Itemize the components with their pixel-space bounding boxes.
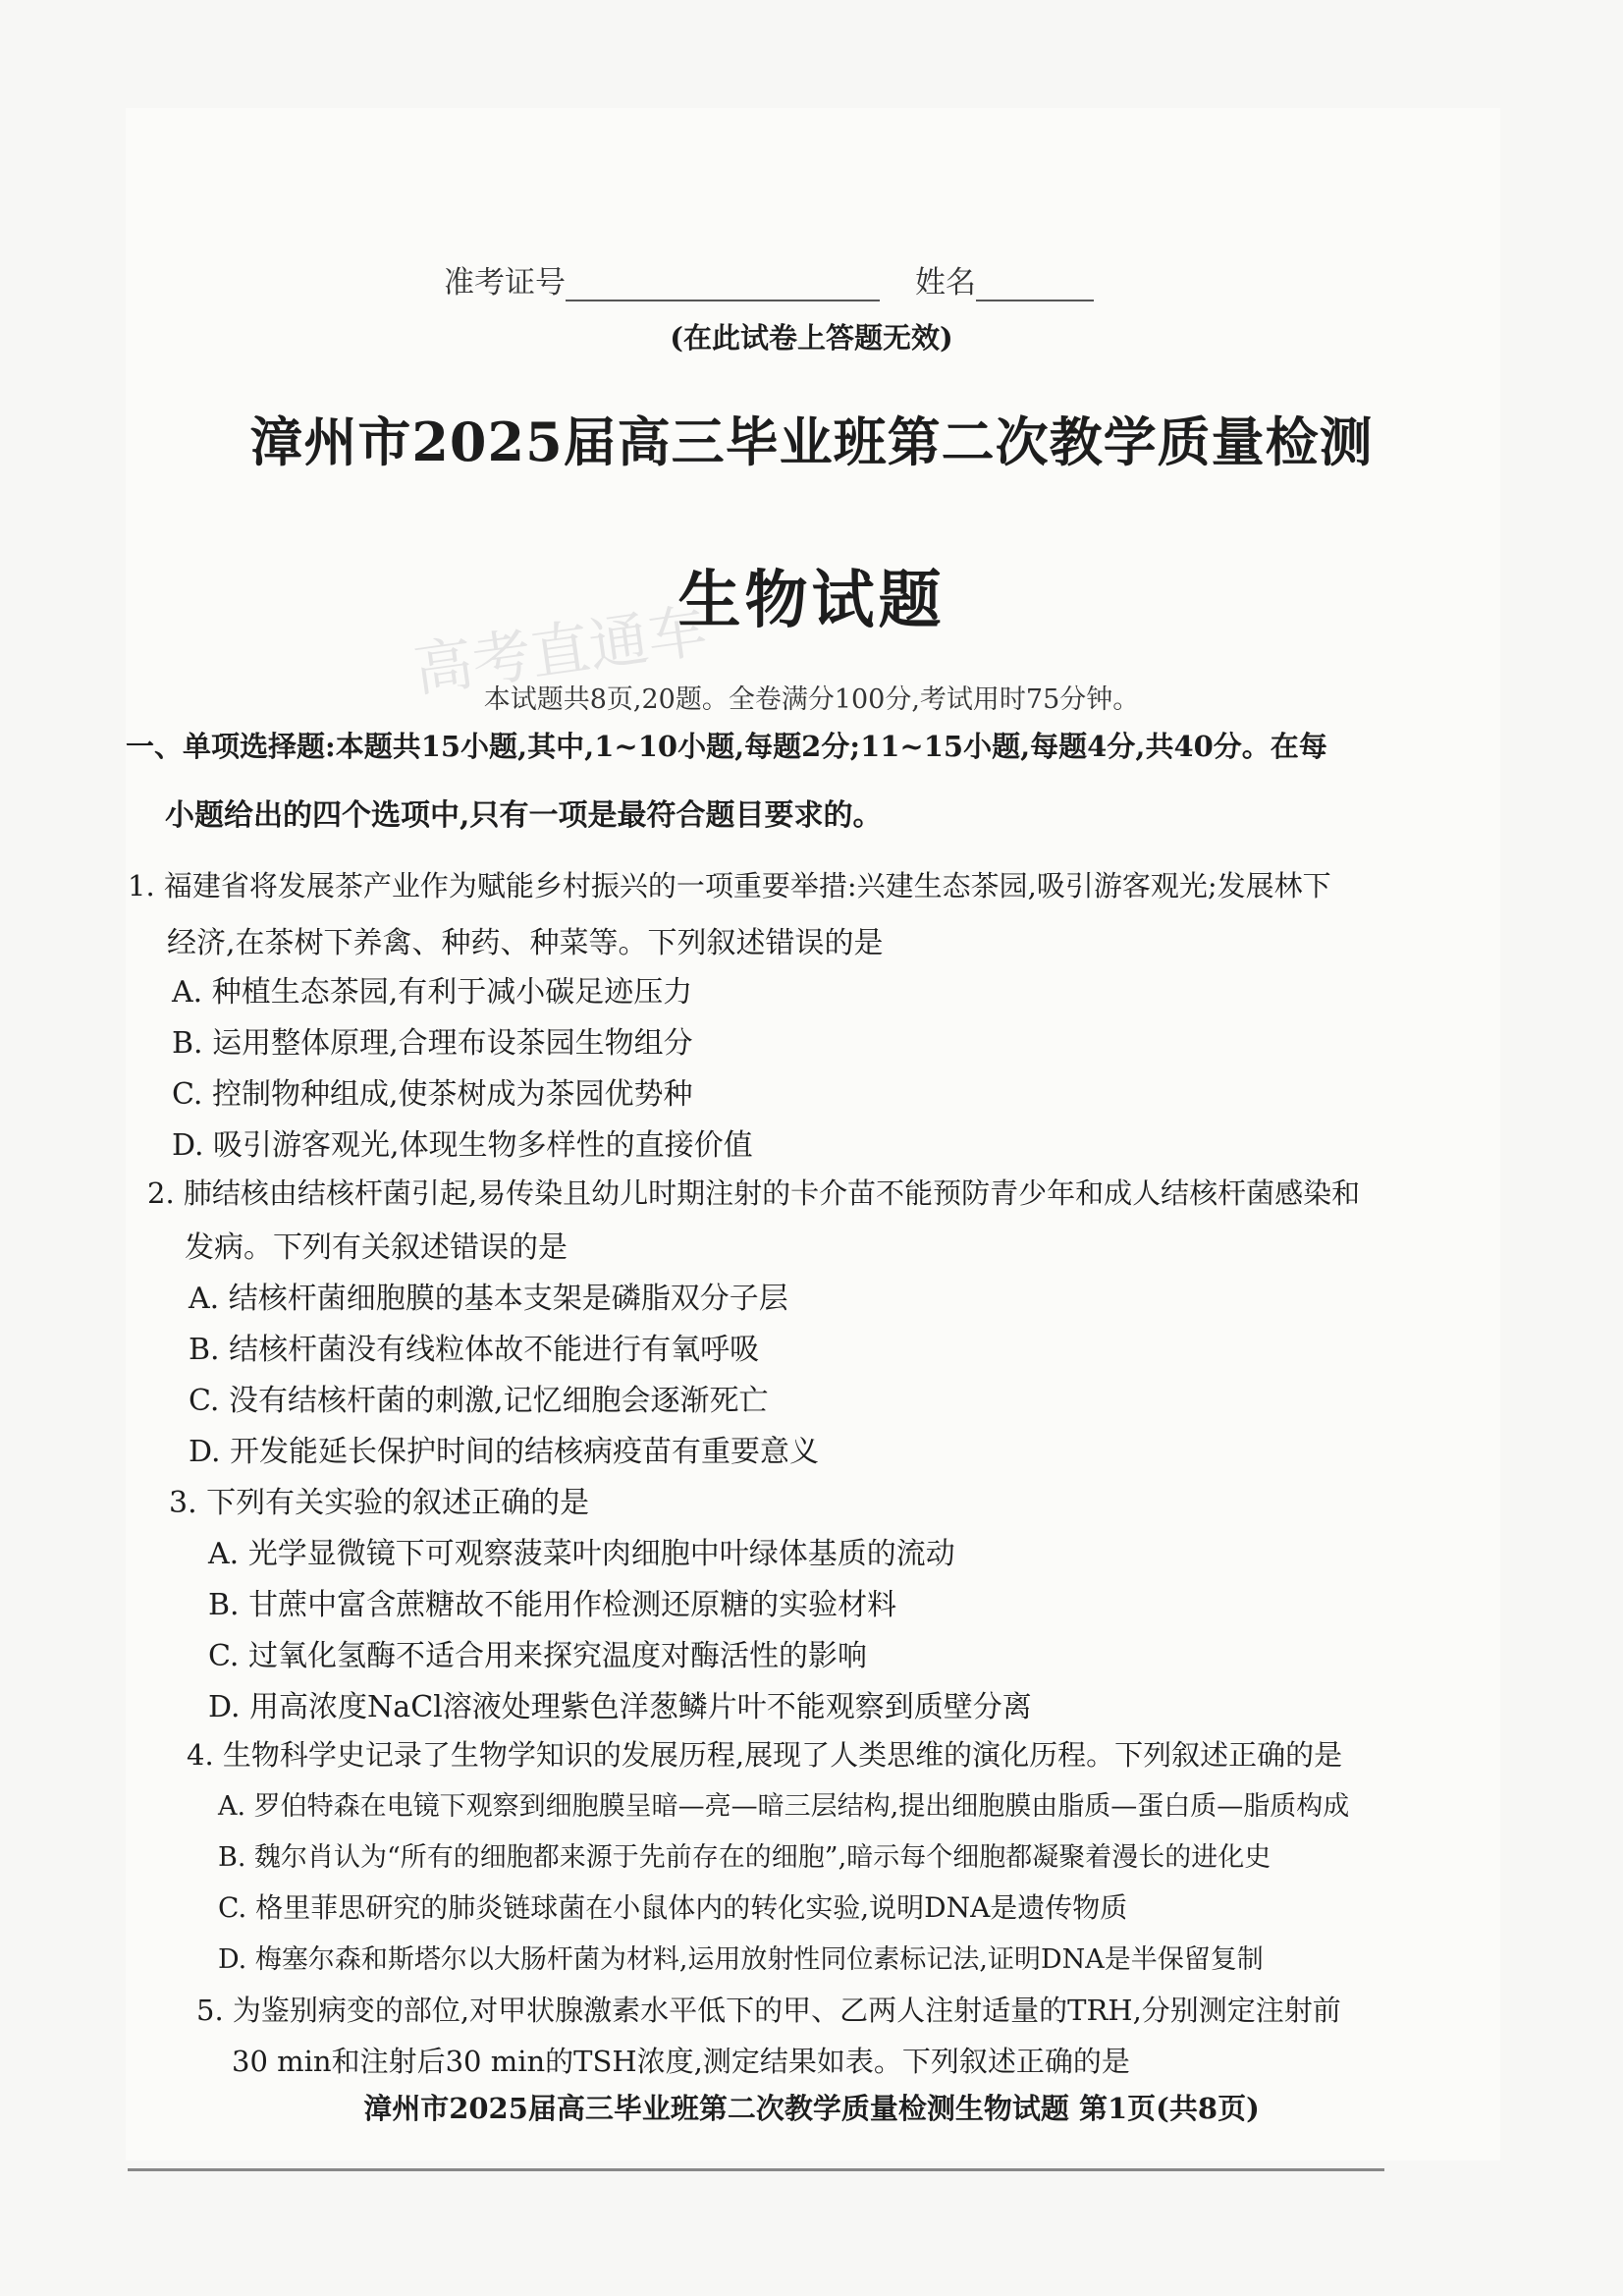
q3-option-d: D. 用高浓度NaCl溶液处理紫色洋葱鳞片叶不能观察到质壁分离 <box>208 1690 1032 1724</box>
exam-intro: 本试题共8页,20题。全卷满分100分,考试用时75分钟。 <box>483 684 1140 715</box>
name-label: 姓名 <box>915 265 976 301</box>
q3-option-c: C. 过氧化氢酶不适合用来探究温度对酶活性的影响 <box>208 1639 867 1673</box>
name-blank <box>976 300 1094 301</box>
q2-option-d: D. 开发能延长保护时间的结核病疫苗有重要意义 <box>189 1435 820 1469</box>
exam-number-blank <box>566 300 880 301</box>
q4-option-c: C. 格里菲思研究的肺炎链球菌在小鼠体内的转化实验,说明DNA是遗传物质 <box>218 1891 1128 1924</box>
exam-number-field <box>444 257 880 301</box>
q3-stem: 3. 下列有关实验的叙述正确的是 <box>169 1486 590 1520</box>
q1-stem: 1. 福建省将发展茶产业作为赋能乡村振兴的一项重要举措:兴建生态茶园,吸引游客观光;发展林下 <box>128 869 1331 902</box>
q4-option-d: D. 梅塞尔森和斯塔尔以大肠杆菌为材料,运用放射性同位素标记法,证明DNA是半保留复制 <box>218 1944 1264 1975</box>
q1-option-b: B. 运用整体原理,合理布设茶园生物组分 <box>172 1026 693 1061</box>
q5-stem: 5. 为鉴别病变的部位,对甲状腺激素水平低下的甲、乙两人注射适量的TRH,分别测定注射前 <box>196 1994 1341 2027</box>
q2-option-b: B. 结核杆菌没有线粒体故不能进行有氧呼吸 <box>189 1333 760 1367</box>
q2-option-a: A. 结核杆菌细胞膜的基本支架是磷脂双分子层 <box>189 1282 788 1316</box>
q4-option-b: B. 魏尔肖认为“所有的细胞都来源于先前存在的细胞”,暗示每个细胞都凝聚着漫长的进化史 <box>218 1842 1271 1873</box>
q2-stem-cont: 发病。下列有关叙述错误的是 <box>185 1230 568 1265</box>
watermark: 高考直通车 <box>409 596 712 706</box>
page-footer: 漳州市2025届高三毕业班第二次教学质量检测生物试题 第1页(共8页) <box>363 2092 1260 2125</box>
q3-option-a: A. 光学显微镜下可观察菠菜叶肉细胞中叶绿体基质的流动 <box>208 1537 955 1571</box>
q4-stem: 4. 生物科学史记录了生物学知识的发展历程,展现了人类思维的演化历程。下列叙述正确的是 <box>187 1738 1343 1772</box>
page-bottom-edge <box>128 2168 1384 2171</box>
section-1-heading-cont: 小题给出的四个选项中,只有一项是最符合题目要求的。 <box>165 798 883 833</box>
q2-stem: 2. 肺结核由结核杆菌引起,易传染且幼儿时期注射的卡介苗不能预防青少年和成人结核杆菌感染和 <box>147 1176 1361 1210</box>
subject-title: 生物试题 <box>677 565 946 637</box>
q3-option-b: B. 甘蔗中富含蔗糖故不能用作检测还原糖的实验材料 <box>208 1588 897 1622</box>
exam-title: 漳州市2025届高三毕业班第二次教学质量检测 <box>249 410 1374 473</box>
exam-number-label: 准考证号 <box>444 265 566 301</box>
q1-stem-cont: 经济,在茶树下养禽、种药、种菜等。下列叙述错误的是 <box>167 926 884 960</box>
q4-option-a: A. 罗伯特森在电镜下观察到细胞膜呈暗—亮—暗三层结构,提出细胞膜由脂质—蛋白质—脂质构成 <box>218 1791 1350 1822</box>
answer-invalid-notice: (在此试卷上答题无效) <box>670 321 953 355</box>
q1-option-d: D. 吸引游客观光,体现生物多样性的直接价值 <box>172 1128 753 1163</box>
q2-option-c: C. 没有结核杆菌的刺激,记忆细胞会逐渐死亡 <box>189 1384 769 1418</box>
name-field <box>915 257 1094 301</box>
q1-option-a: A. 种植生态茶园,有利于减小碳足迹压力 <box>172 975 693 1010</box>
q5-stem-cont: 30 min和注射后30 min的TSH浓度,测定结果如表。下列叙述正确的是 <box>232 2045 1130 2078</box>
q1-option-c: C. 控制物种组成,使茶树成为茶园优势种 <box>172 1077 693 1112</box>
section-1-heading: 一、单项选择题:本题共15小题,其中,1~10小题,每题2分;11~15小题,每题4分,共40分。在每 <box>126 730 1327 763</box>
